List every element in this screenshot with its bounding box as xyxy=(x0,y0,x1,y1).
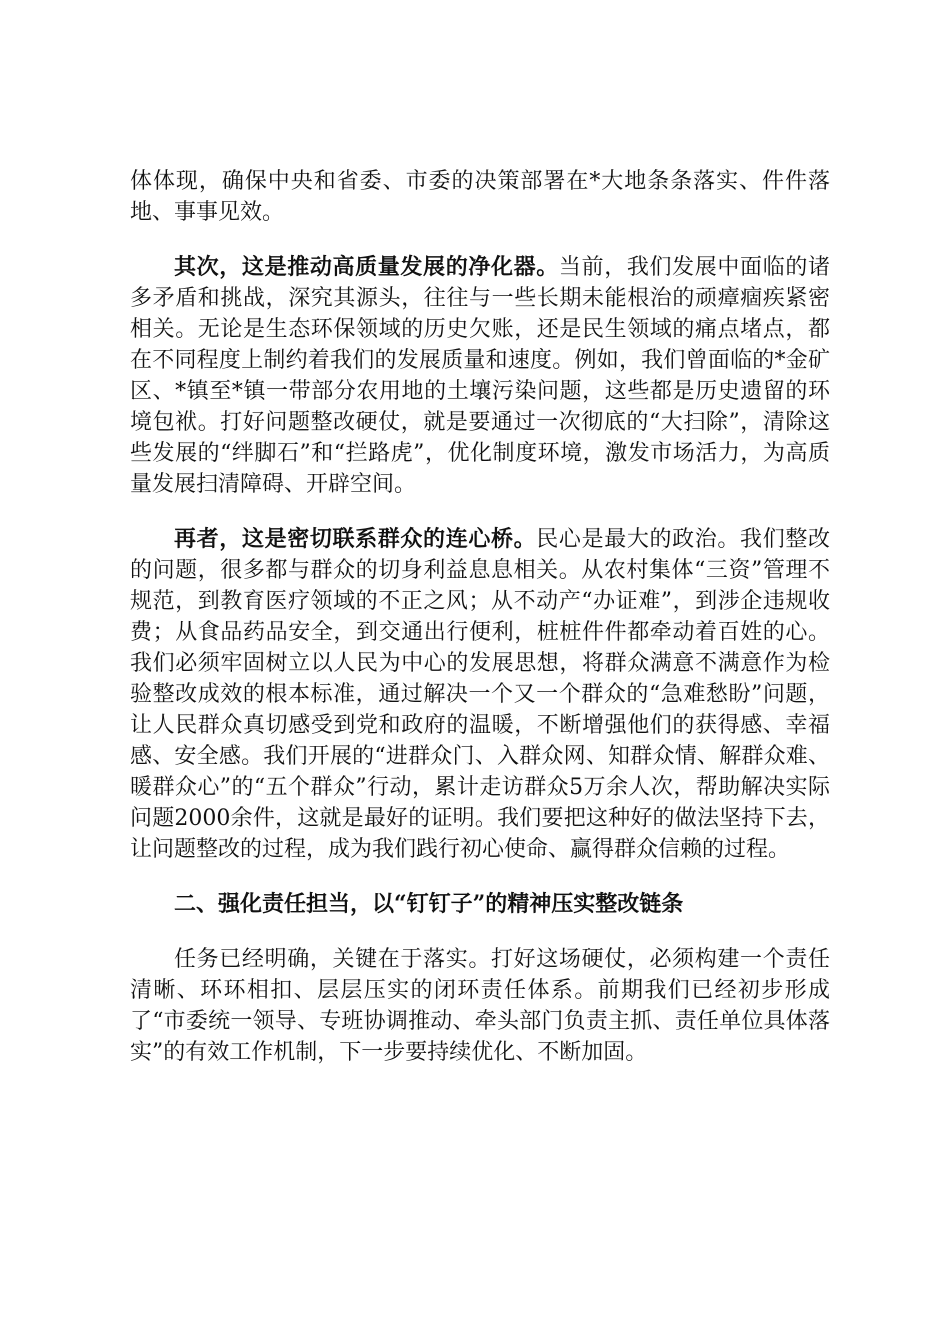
paragraph-lead-bold: 再者，这是密切联系群众的连心桥。 xyxy=(174,526,537,552)
section-heading: 二、强化责任担当，以“钉钉子”的精神压实整改链条 xyxy=(174,891,684,917)
paragraph-body: 民心是最大的政治。我们整改的问题，很多都与群众的切身利益息息相关。从农村集体“三资”管理不规范，到教育医疗领域的不正之风；从不动产“办证难”，到涉企违规收费；从食品药品安全，到交通出行便利，桩桩件件都牵动着百姓的心。我们必须牢固树立以人民为中心的发展思想，将群众满意不满意作为检验整改成效的根本标准，通过解决一个又一个群众的“急难愁盼”问题，让人民群众真切感受到党和政府的温暖，不断增强他们的获得感、幸福感、安全感。我们开展的“进群众门、入群众网、知群众情、解群众难、暖群众心”的“五个群众”行动，累计走访群众5万余人次，帮助解决实际问题2000余件，这就是最好的证明。我们要把这种好的做法坚持下去，让问题整改的过程，成为我们践行初心使命、赢得群众信赖的过程。 xyxy=(130,527,830,862)
paragraph-purifier xyxy=(130,252,830,500)
paragraph-continuation: 体体现，确保中央和省委、市委的决策部署在*大地条条落实、件件落地、事事见效。 xyxy=(130,169,830,225)
paragraph-lead-bold: 其次，这是推动高质量发展的净化器。 xyxy=(174,254,559,280)
paragraph-responsibility: 任务已经明确，关键在于落实。打好这场硬仗，必须构建一个责任清晰、环环相扣、层层压实的闭环责任体系。前期我们已经初步形成了“市委统一领导、专班协调推动、牵头部门负责主抓、责任单位具体落实”的有效工作机制，下一步要持续优化、不断加固。 xyxy=(130,947,830,1065)
paragraph-bridge xyxy=(130,524,830,865)
document-page xyxy=(130,166,830,1092)
paragraph-body: 当前，我们发展中面临的诸多矛盾和挑战，深究其源头，往往与一些长期未能根治的顽瘴痼疾紧密相关。无论是生态环保领域的历史欠账，还是民生领域的痛点堵点，都在不同程度上制约着我们的发展质量和速度。例如，我们曾面临的*金矿区、*镇至*镇一带部分农用地的土壤污染问题，这些都是历史遗留的环境包袱。打好问题整改硬仗，就是要通过一次彻底的“大扫除”，清除这些发展的“绊脚石”和“拦路虎”，优化制度环境，激发市场活力，为高质量发展扫清障碍、开辟空间。 xyxy=(130,255,830,497)
